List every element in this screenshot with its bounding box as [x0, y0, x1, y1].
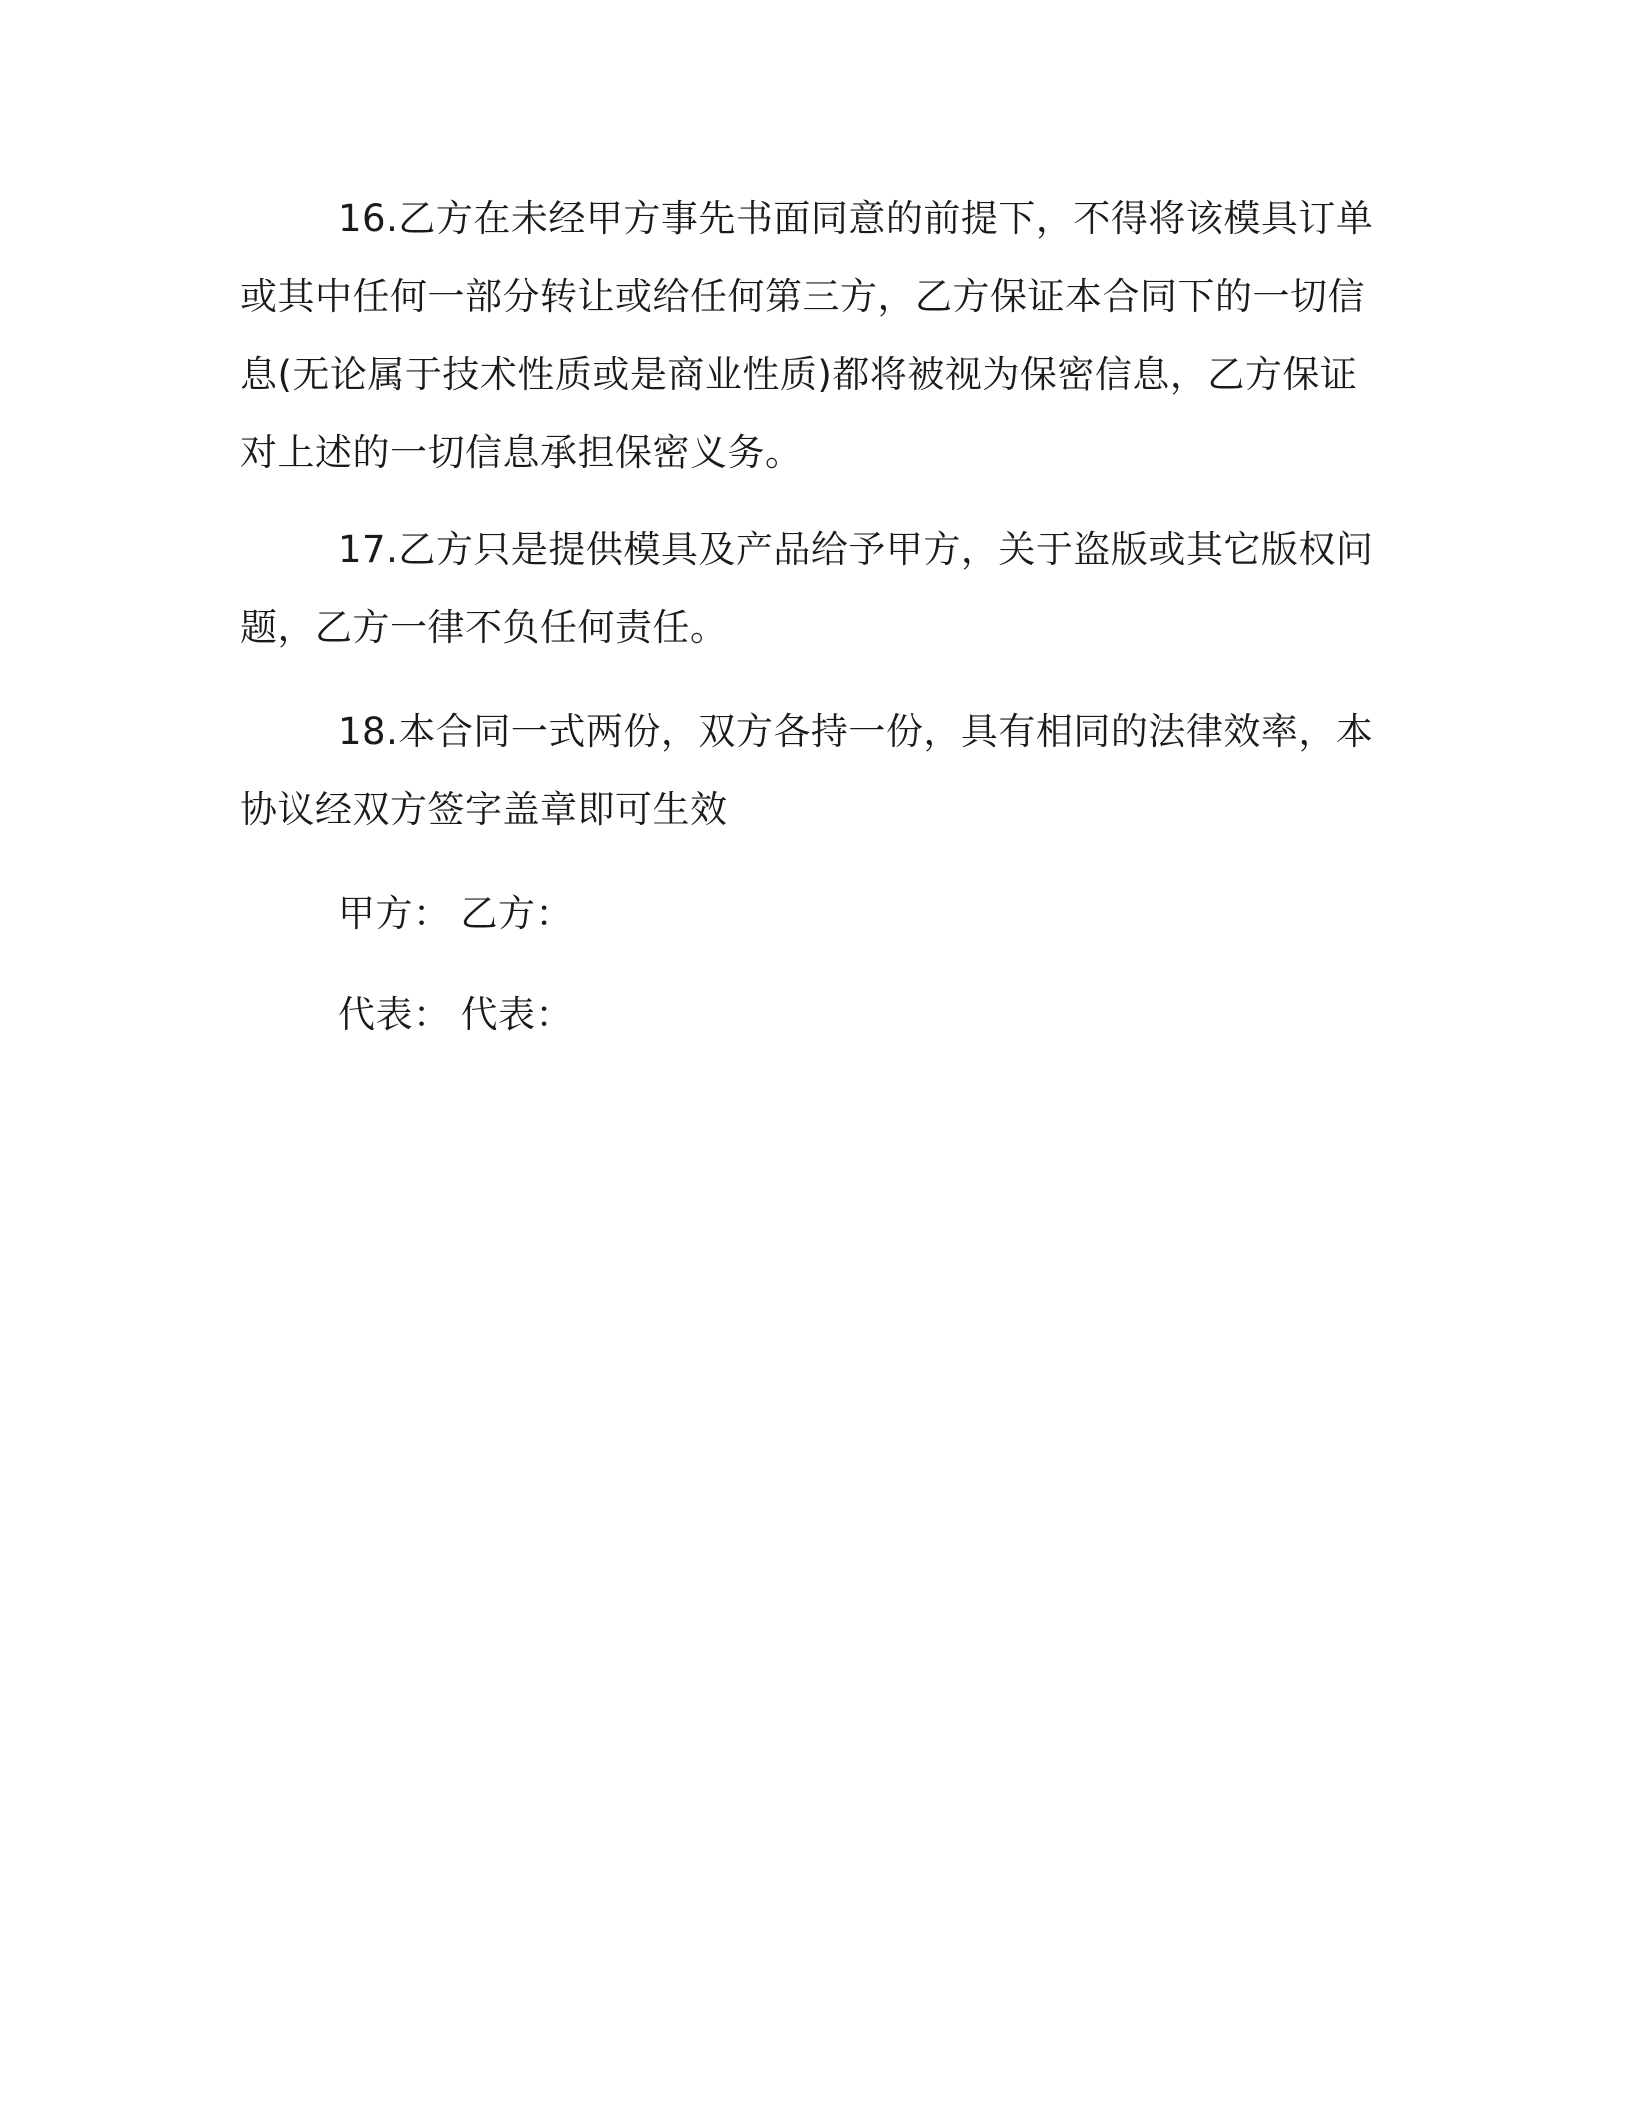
clause-16-paragraph: 16.乙方在未经甲方事先书面同意的前提下，不得将该模具订单或其中任何一部分转让或给任何第三方，乙方保证本合同下的一切信息(无论属于技术性质或是商业性质)都将被视为保密信息，乙方保证对上述的一切信息承担保密义务。 — [240, 197, 1374, 474]
clause-18-paragraph: 18.本合同一式两份，双方各持一份，具有相同的法律效率，本协议经双方签字盖章即可生效 — [240, 710, 1374, 831]
clause-17-paragraph: 17.乙方只是提供模具及产品给予甲方，关于盗版或其它版权问题，乙方一律不负任何责任。 — [240, 528, 1374, 649]
signature-representative-line — [338, 976, 573, 1054]
signature-party-line — [338, 875, 573, 953]
representative-a-label: 代表： — [338, 993, 451, 1036]
representative-b-label: 代表： — [460, 993, 573, 1036]
party-b-label: 乙方： — [460, 892, 573, 935]
party-a-label: 甲方： — [338, 892, 451, 935]
